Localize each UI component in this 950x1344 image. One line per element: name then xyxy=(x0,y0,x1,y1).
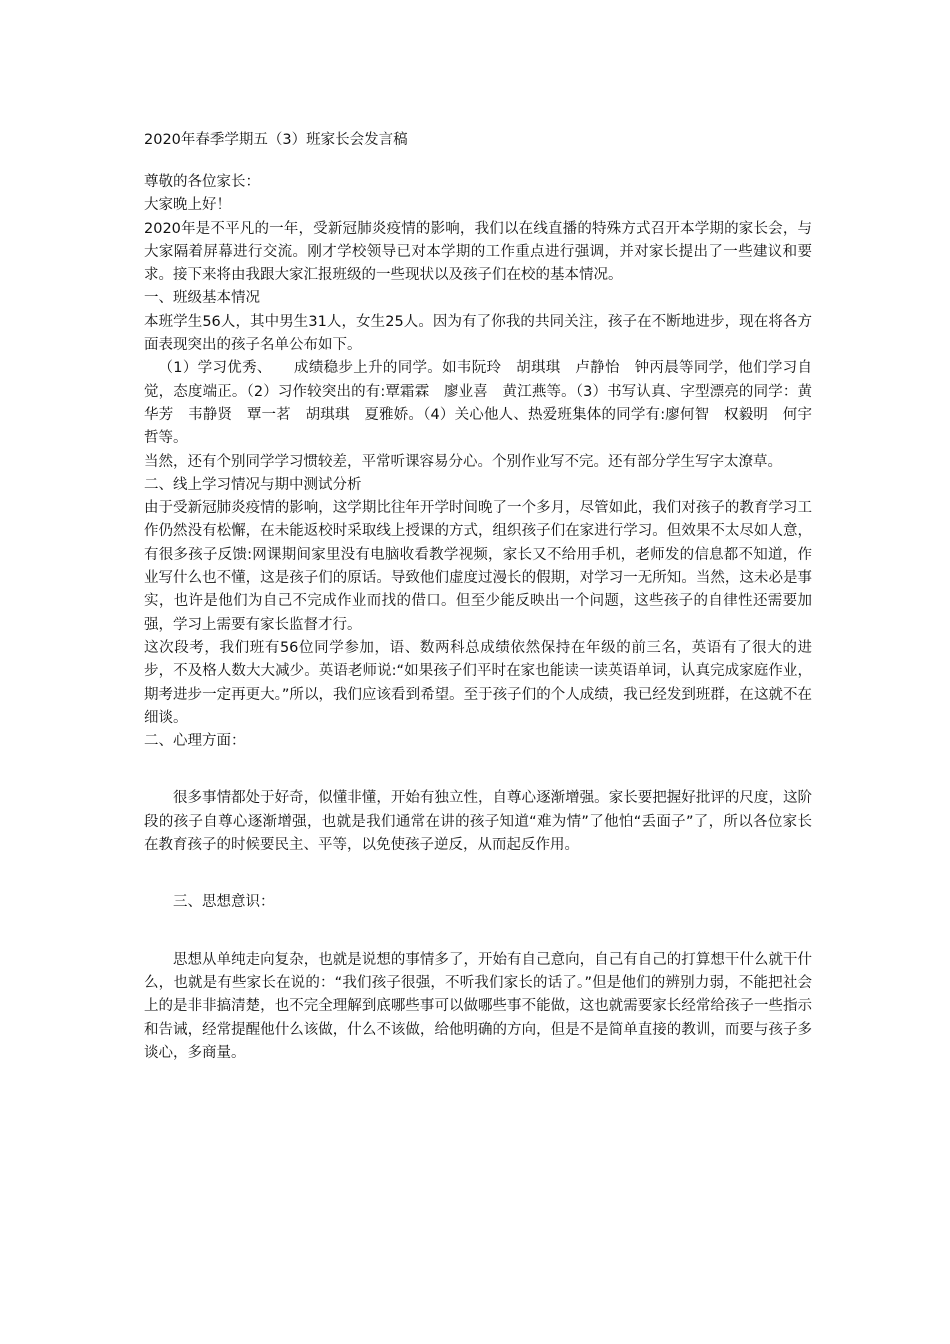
section-heading-psychology: 二、心理方面： xyxy=(144,733,246,750)
psychology-paragraph: 很多事情都处于好奇，似懂非懂，开始有独立性，自尊心逐渐增强。家长要把握好批评的尺度，这阶段的孩子自尊心逐渐增强，也就是我们通常在讲的孩子知道“难为情”了他怕“丢面子”了，所以各位家长在教育孩子的时候要民主、平等，以免使孩子逆反，从而起反作用。 xyxy=(144,790,812,854)
spacer xyxy=(144,753,812,787)
document-title: 2020年春季学期五（3）班家长会发言稿 xyxy=(144,132,408,148)
document-body xyxy=(144,171,812,1065)
spacer xyxy=(144,915,812,949)
greeting: 尊敬的各位家长： xyxy=(144,174,260,190)
class-info-paragraph: 本班学生56人，其中男生31人，女生25人。因为有了你我的共同关注，孩子在不断地进步，现在将各方面表现突出的孩子名单公布如下。 xyxy=(144,313,812,354)
issues-paragraph: 当然，还有个别同学学习惯较差，平常听课容易分心。个别作业写不完。还有部分学生写字太潦草。 xyxy=(144,453,782,470)
section-heading-online-learning: 二、线上学习情况与期中测试分析 xyxy=(144,476,362,493)
outstanding-students-paragraph: （1）学习优秀、 成绩稳步上升的同学。如韦阮玲 胡琪琪 卢静怡 钟丙晨等同学，他们学习自觉，态度端正。（2）习作较突出的有:覃霜霖 廖业喜 黄江燕等。（3）书写认真、字型漂亮的同学：黄华芳 韦静贤 覃一茗 胡琪琪 夏雅娇。（4）关心他人、热爱班集体的同学有:廖何智 权毅明 何宇哲等。 xyxy=(144,360,812,447)
intro-paragraph: 2020年是不平凡的一年，受新冠肺炎疫情的影响，我们以在线直播的特殊方式召开本学期的家长会，与大家隔着屏幕进行交流。刚才学校领导已对本学期的工作重点进行强调，并对家长提出了一些建议和要求。接下来将由我跟大家汇报班级的一些现状以及孩子们在校的基本情况。 xyxy=(144,220,812,284)
exam-analysis-paragraph: 这次段考，我们班有56位同学参加，语、数两科总成绩依然保持在年级的前三名，英语有了很大的进步，不及格人数大大减少。英语老师说:“如果孩子们平时在家也能读一读英语单词，认真完成家庭作业，期考进步一定再更大。”所以，我们应该看到希望。至于孩子们的个人成绩，我已经发到班群，在这就不在细谈。 xyxy=(144,639,812,726)
online-learning-paragraph: 由于受新冠肺炎疫情的影响，这学期比往年开学时间晚了一个多月，尽管如此，我们对孩子的教育学习工作仍然没有松懈，在未能返校时采取线上授课的方式，组织孩子们在家进行学习。但效果不太尽如人意，有很多孩子反馈:网课期间家里没有电脑收看教学视频，家长又不给用手机，老师发的信息都不知道，作业写什么也不懂，这是孩子们的原话。导致他们虚度过漫长的假期，对学习一无所知。当然，这未必是事实，也许是他们为自己不完成作业而找的借口。但至少能反映出一个问题，这些孩子的自律性还需要加强，学习上需要有家长监督才行。 xyxy=(144,500,812,633)
salutation: 大家晚上好！ xyxy=(144,197,231,214)
section-heading-class-info: 一、班级基本情况 xyxy=(144,290,260,307)
section-heading-thinking: 三、思想意识： xyxy=(173,894,275,911)
thinking-paragraph: 思想从单纯走向复杂，也就是说想的事情多了，开始有自己意向，自己有自己的打算想干什么就干什么，也就是有些家长在说的：“我们孩子很强，不听我们家长的话了。”但是他们的辨别力弱，不能把社会上的是非非搞清楚，也不完全理解到底哪些事可以做哪些事不能做，这也就需要家长经常给孩子一些指示和告诫，经常提醒他什么该做，什么不该做，给他明确的方向，但是不是简单直接的教训，而要与孩子多谈心，多商量。 xyxy=(144,951,812,1061)
spacer xyxy=(144,857,812,891)
